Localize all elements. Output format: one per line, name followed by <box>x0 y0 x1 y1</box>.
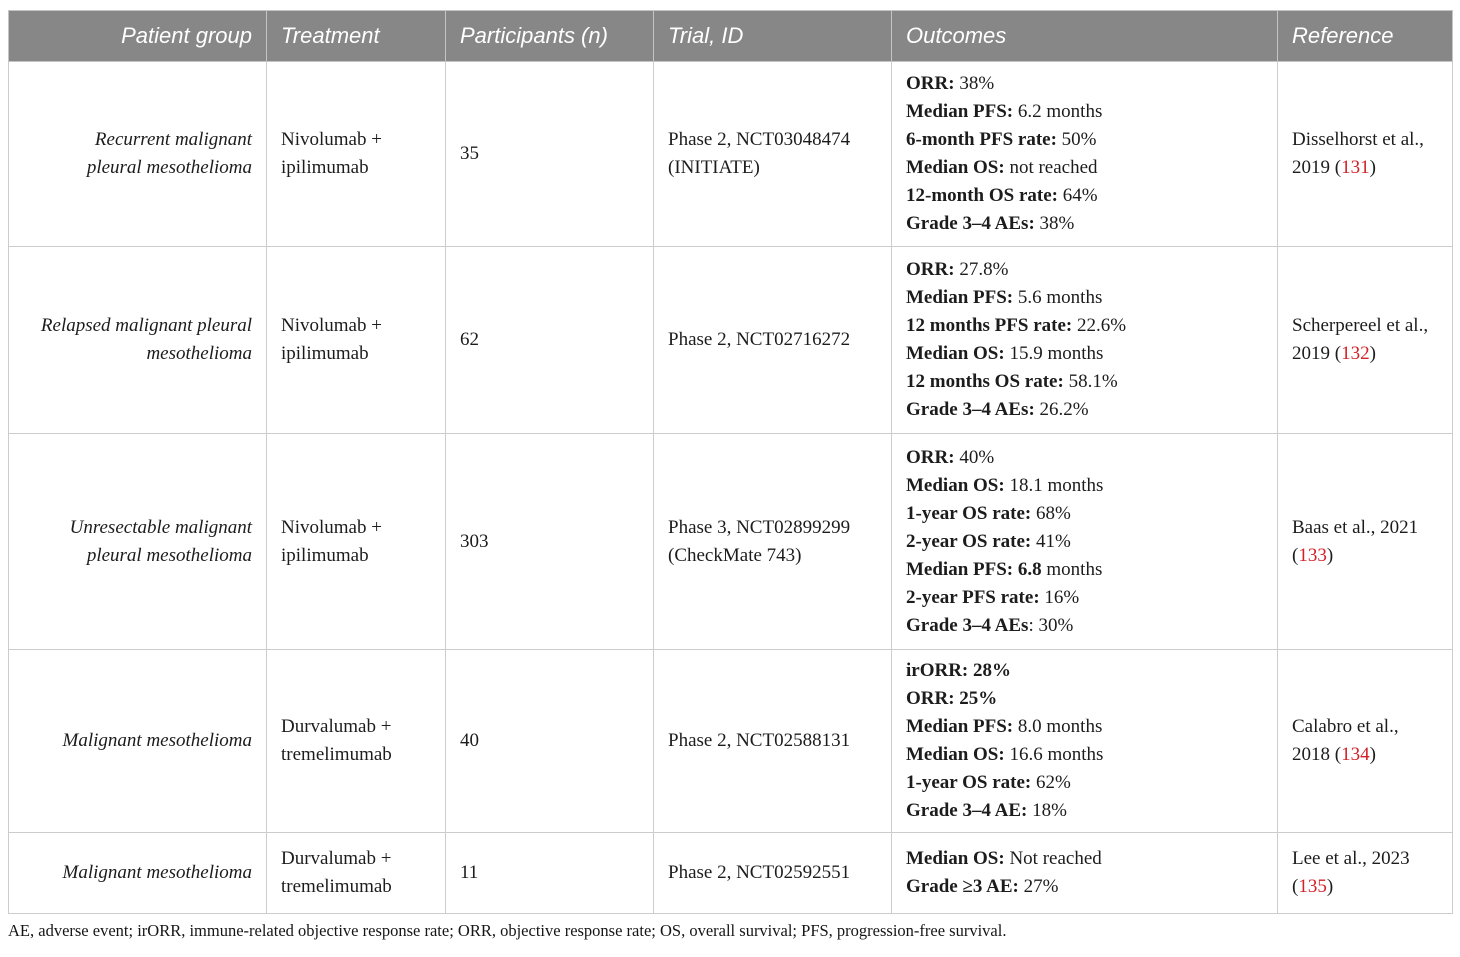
reference-line: 2018 (134) <box>1292 744 1376 765</box>
citation-link[interactable]: 134 <box>1341 744 1370 765</box>
outcome-line: 1-year OS rate: 68% <box>906 502 1071 524</box>
outcome-line: 12 months PFS rate: 22.6% <box>906 315 1127 336</box>
citation-link[interactable]: 132 <box>1341 343 1370 364</box>
outcome-line: Median OS: 16.6 months <box>906 744 1104 765</box>
outcome-line: Median PFS: 8.0 months <box>906 716 1103 737</box>
treatment-cell: Durvalumab + tremelimumab <box>267 650 446 833</box>
citation-link[interactable]: 131 <box>1341 157 1370 178</box>
reference-cell <box>1278 650 1453 833</box>
reference-line: 2019 (131) <box>1292 157 1376 178</box>
outcome-line: Median OS: not reached <box>906 157 1098 178</box>
participants-cell: 62 <box>446 247 654 434</box>
outcome-line: Grade 3–4 AEs: 38% <box>906 213 1075 234</box>
trial-id-cell: Phase 2, NCT02588131 <box>654 650 892 833</box>
outcome-line: Grade 3–4 AE: 18% <box>906 800 1067 821</box>
patient-group-cell: Relapsed malignant pleural mesothelioma <box>9 247 267 434</box>
outcome-line: Median PFS: 6.8 months <box>906 558 1103 580</box>
table-row <box>9 247 1453 434</box>
citation-link[interactable]: 135 <box>1298 876 1327 897</box>
patient-group-cell: Malignant mesothelioma <box>9 650 267 833</box>
trial-id-cell: Phase 3, NCT02899299 (CheckMate 743) <box>654 434 892 650</box>
table-row <box>9 650 1453 833</box>
reference-line: Disselhorst et al., <box>1292 129 1424 150</box>
column-header-patient-group: Patient group <box>9 11 267 62</box>
outcomes-cell <box>892 650 1278 833</box>
outcome-line: Grade ≥3 AE: 27% <box>906 876 1059 897</box>
outcome-line: Median PFS: 5.6 months <box>906 287 1103 308</box>
participants-cell: 303 <box>446 434 654 650</box>
outcome-line: irORR: 28% <box>906 660 1012 681</box>
participants-cell: 11 <box>446 833 654 914</box>
column-header-outcomes: Outcomes <box>892 11 1278 62</box>
trial-id-cell: Phase 2, NCT03048474 (INITIATE) <box>654 62 892 247</box>
patient-group-cell: Malignant mesothelioma <box>9 833 267 914</box>
participants-cell: 40 <box>446 650 654 833</box>
treatment-cell: Nivolumab + ipilimumab <box>267 434 446 650</box>
reference-line: (135) <box>1292 876 1334 897</box>
table-footnote: AE, adverse event; irORR, immune-related objective response rate; ORR, objective response rate; OS, overall survival; PFS, progression-free survival. <box>8 921 1007 940</box>
reference-cell <box>1278 62 1453 247</box>
reference-line: 2019 (132) <box>1292 343 1376 364</box>
outcome-line: 2-year OS rate: 41% <box>906 530 1071 552</box>
outcome-line: Median PFS: 6.2 months <box>906 101 1103 122</box>
table-header-row <box>9 11 1453 62</box>
column-header-treatment: Treatment <box>267 11 446 62</box>
treatment-cell: Nivolumab + ipilimumab <box>267 247 446 434</box>
trial-id-cell: Phase 2, NCT02592551 <box>654 833 892 914</box>
reference-line: Lee et al., 2023 <box>1292 848 1410 869</box>
clinical-trials-table <box>8 10 1453 914</box>
outcome-line: Median OS: Not reached <box>906 848 1102 869</box>
outcome-line: ORR: 40% <box>906 446 995 468</box>
outcome-line: ORR: 25% <box>906 688 998 709</box>
outcome-line: 12-month OS rate: 64% <box>906 185 1098 206</box>
outcome-line: 12 months OS rate: 58.1% <box>906 371 1118 392</box>
reference-cell <box>1278 434 1453 650</box>
outcome-line: 1-year OS rate: 62% <box>906 772 1071 793</box>
outcome-line: 6-month PFS rate: 50% <box>906 129 1097 150</box>
outcomes-cell <box>892 434 1278 650</box>
table-row <box>9 833 1453 914</box>
reference-line: Calabro et al., <box>1292 716 1399 737</box>
outcomes-cell <box>892 62 1278 247</box>
outcome-line: Grade 3–4 AEs: 26.2% <box>906 399 1089 420</box>
journal-table-figure <box>0 10 1460 957</box>
table-row <box>9 434 1453 650</box>
column-header-trial-id: Trial, ID <box>654 11 892 62</box>
citation-link[interactable]: 133 <box>1298 544 1327 566</box>
outcome-line: Median OS: 18.1 months <box>906 474 1104 496</box>
patient-group-cell: Unresectable malignant pleural mesothelioma <box>9 434 267 650</box>
outcomes-cell <box>892 833 1278 914</box>
column-header-participants-n: Participants (n) <box>446 11 654 62</box>
outcome-line: ORR: 38% <box>906 73 995 94</box>
patient-group-cell: Recurrent malignant pleural mesothelioma <box>9 62 267 247</box>
outcome-line: Grade 3–4 AEs: 30% <box>906 614 1074 636</box>
treatment-cell: Durvalumab + tremelimumab <box>267 833 446 914</box>
outcomes-cell <box>892 247 1278 434</box>
reference-cell <box>1278 247 1453 434</box>
reference-line: Scherpereel et al., <box>1292 315 1429 336</box>
outcome-line: ORR: 27.8% <box>906 259 1009 280</box>
reference-line: (133) <box>1292 544 1334 566</box>
outcome-line: 2-year PFS rate: 16% <box>906 586 1080 608</box>
treatment-cell: Nivolumab + ipilimumab <box>267 62 446 247</box>
trial-id-cell: Phase 2, NCT02716272 <box>654 247 892 434</box>
column-header-reference: Reference <box>1278 11 1453 62</box>
reference-cell <box>1278 833 1453 914</box>
participants-cell: 35 <box>446 62 654 247</box>
table-row <box>9 62 1453 247</box>
outcome-line: Median OS: 15.9 months <box>906 343 1104 364</box>
reference-line: Baas et al., 2021 <box>1292 516 1419 538</box>
